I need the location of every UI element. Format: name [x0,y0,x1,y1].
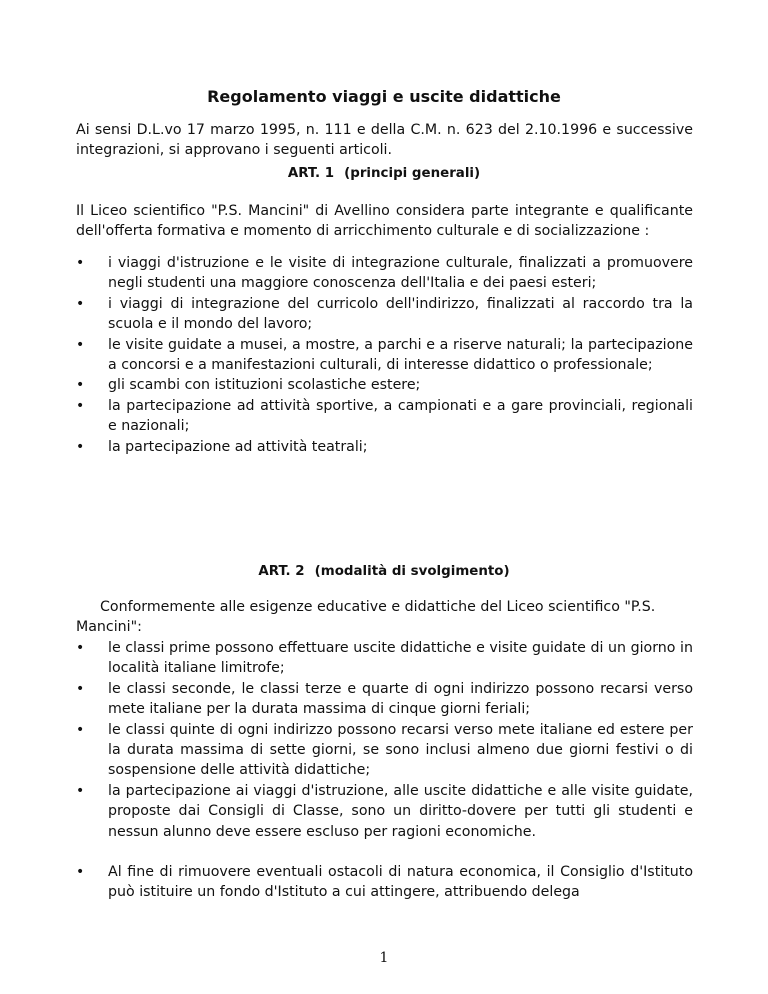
list-item: • gli scambi con istituzioni scolastiche estere; [76,375,693,395]
list-item: • la partecipazione ai viaggi d'istruzione, alle uscite didattiche e alle visite guidate, proposte dai Consigli di Classe, sono un diritto-dovere per tutti gli studenti e nessun alunno deve essere escluso per ragioni economiche. [76,781,693,842]
art1-list [76,253,693,457]
page-number: 1 [379,950,389,966]
list-item: • le visite guidate a musei, a mostre, a parchi e a riserve naturali; la partecipazione a concorsi e a manifestazioni culturali, di interesse didattico o professionale; [76,335,693,376]
list-item: • Al fine di rimuovere eventuali ostacoli di natura economica, il Consiglio d'Istituto può istituire un fondo d'Istituto a cui attingere, attribuendo delega [76,862,693,903]
list-item: • le classi prime possono effettuare uscite didattiche e visite guidate di un giorno in località italiane limitrofe; [76,638,693,679]
list-item: • le classi quinte di ogni indirizzo possono recarsi verso mete italiane ed estere per la durata massima di sette giorni, se sono inclusi almeno due giorni festivi o di sospensione delle attività didattiche; [76,720,693,781]
list-item: • la partecipazione ad attività sportive, a campionati e a gare provinciali, regionali e nazionali; [76,396,693,437]
art2-paragraph: Conformemente alle esigenze educative e didattiche del Liceo scientifico "P.S. Mancini": [76,599,656,636]
art2-list-continued [76,862,693,903]
art2-number: ART. 2 [258,564,305,579]
art2-list [76,638,693,842]
list-item: • la partecipazione ad attività teatrali; [76,437,693,457]
list-item: • i viaggi d'istruzione e le visite di integrazione culturale, finalizzati a promuovere negli studenti una maggiore conoscenza dell'Italia e dei paesi esteri; [76,253,693,294]
intro-paragraph: Ai sensi D.L.vo 17 marzo 1995, n. 111 e della C.M. n. 623 del 2.10.1996 e successive integrazioni, si approvano i seguenti articoli. [76,122,693,159]
list-item: • i viaggi di integrazione del curricolo dell'indirizzo, finalizzati al raccordo tra la scuola e il mondo del lavoro; [76,294,693,335]
list-item: • le classi seconde, le classi terze e quarte di ogni indirizzo possono recarsi verso mete italiane per la durata massima di cinque giorni feriali; [76,679,693,720]
art1-paragraph: Il Liceo scientifico "P.S. Mancini" di Avellino considera parte integrante e qualificante dell'offerta formativa e momento di arricchimento culturale e di socializzazione : [76,203,693,240]
art1-number: ART. 1 [287,166,335,181]
art1-heading [0,164,768,184]
art2-subtitle: (modalità di svolgimento) [314,564,510,579]
art2-heading [0,562,768,582]
document-title: Regolamento viaggi e uscite didattiche [207,87,561,106]
art1-subtitle: (principi generali) [344,166,481,181]
